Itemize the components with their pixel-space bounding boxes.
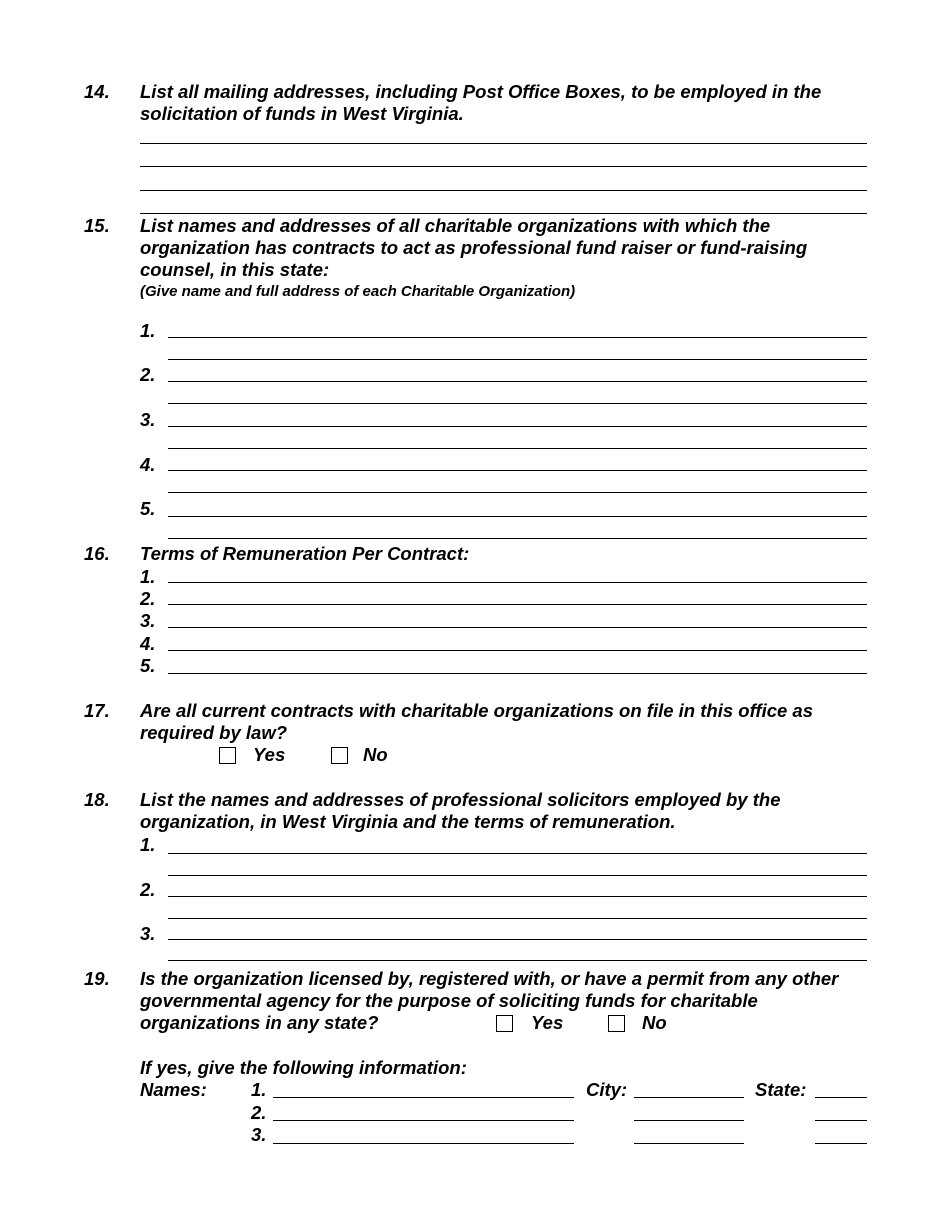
q19-name-3-line[interactable] bbox=[273, 1143, 574, 1144]
q18-item-label: 1. bbox=[140, 834, 156, 855]
q19-name-2-line[interactable] bbox=[273, 1120, 574, 1121]
q19-item-label: 2. bbox=[251, 1102, 267, 1123]
q19-no-checkbox[interactable] bbox=[608, 1015, 625, 1032]
q18-number: 18. bbox=[84, 789, 110, 810]
q18-item-label: 3. bbox=[140, 923, 156, 944]
q19-item-label: 3. bbox=[251, 1124, 267, 1145]
q15-note: (Give name and full address of each Charitable Organization) bbox=[140, 283, 576, 300]
q16-item-label: 4. bbox=[140, 633, 156, 654]
q18-item-3-line-2[interactable] bbox=[168, 960, 867, 961]
q15-text-line1: List names and addresses of all charitable organizations with which the bbox=[140, 215, 771, 236]
q15-item-1-line-1[interactable] bbox=[168, 337, 867, 338]
q14-text-line1: List all mailing addresses, including Post Office Boxes, to be employed in the bbox=[140, 81, 822, 102]
q16-item-2-line[interactable] bbox=[168, 604, 867, 605]
q18-item-1-line-1[interactable] bbox=[168, 853, 867, 854]
q19-name-1-line[interactable] bbox=[273, 1097, 574, 1098]
q15-item-label: 5. bbox=[140, 498, 156, 519]
q16-item-3-line[interactable] bbox=[168, 627, 867, 628]
q19-text-line3: organizations in any state? bbox=[140, 1012, 379, 1033]
q17-number: 17. bbox=[84, 700, 110, 721]
q16-text: Terms of Remuneration Per Contract: bbox=[140, 543, 470, 564]
q17-no-label: No bbox=[363, 744, 388, 765]
q16-item-label: 3. bbox=[140, 610, 156, 631]
q18-item-2-line-2[interactable] bbox=[168, 918, 867, 919]
q15-number: 15. bbox=[84, 215, 110, 236]
q16-number: 16. bbox=[84, 543, 110, 564]
q18-item-label: 2. bbox=[140, 879, 156, 900]
q19-city-3-line[interactable] bbox=[634, 1143, 744, 1144]
q16-item-label: 1. bbox=[140, 566, 156, 587]
q19-text-line2: governmental agency for the purpose of soliciting funds for charitable bbox=[140, 990, 758, 1011]
q19-names-label: Names: bbox=[140, 1079, 207, 1100]
q19-state-2-line[interactable] bbox=[815, 1120, 867, 1121]
q17-text-line2: required by law? bbox=[140, 722, 288, 743]
q19-state-1-line[interactable] bbox=[815, 1097, 867, 1098]
q15-item-3-line-1[interactable] bbox=[168, 426, 867, 427]
q19-text-line1: Is the organization licensed by, registered with, or have a permit from any other bbox=[140, 968, 839, 989]
q14-number: 14. bbox=[84, 81, 110, 102]
q18-item-2-line-1[interactable] bbox=[168, 896, 867, 897]
q17-yes-checkbox[interactable] bbox=[219, 747, 236, 764]
q15-item-label: 1. bbox=[140, 320, 156, 341]
q15-item-2-line-2[interactable] bbox=[168, 403, 867, 404]
q19-city-1-line[interactable] bbox=[634, 1097, 744, 1098]
q15-item-label: 2. bbox=[140, 364, 156, 385]
q18-text-line2: organization, in West Virginia and the terms of remuneration. bbox=[140, 811, 676, 832]
q16-item-5-line[interactable] bbox=[168, 673, 867, 674]
q18-item-1-line-2[interactable] bbox=[168, 875, 867, 876]
q19-if-yes: If yes, give the following information: bbox=[140, 1057, 467, 1078]
q19-city-label: City: bbox=[586, 1079, 628, 1100]
q19-state-label: State: bbox=[755, 1079, 807, 1100]
q19-city-2-line[interactable] bbox=[634, 1120, 744, 1121]
q15-item-1-line-2[interactable] bbox=[168, 359, 867, 360]
q14-text-line2: solicitation of funds in West Virginia. bbox=[140, 103, 464, 124]
q15-item-label: 3. bbox=[140, 409, 156, 430]
q14-address-line-3[interactable] bbox=[140, 190, 867, 191]
q14-address-line-4[interactable] bbox=[140, 213, 867, 214]
q19-number: 19. bbox=[84, 968, 110, 989]
q19-yes-checkbox[interactable] bbox=[496, 1015, 513, 1032]
q16-item-1-line[interactable] bbox=[168, 582, 867, 583]
q19-no-label: No bbox=[642, 1012, 667, 1033]
q16-item-label: 5. bbox=[140, 655, 156, 676]
q15-text-line2: organization has contracts to act as professional fund raiser or fund-raising bbox=[140, 237, 808, 258]
q19-item-label: 1. bbox=[251, 1079, 267, 1100]
q15-item-4-line-1[interactable] bbox=[168, 470, 867, 471]
q18-text-line1: List the names and addresses of professional solicitors employed by the bbox=[140, 789, 781, 810]
q15-text-line3: counsel, in this state: bbox=[140, 259, 330, 280]
q15-item-4-line-2[interactable] bbox=[168, 492, 867, 493]
q15-item-label: 4. bbox=[140, 454, 156, 475]
q16-item-4-line[interactable] bbox=[168, 650, 867, 651]
q15-item-5-line-2[interactable] bbox=[168, 538, 867, 539]
q17-text-line1: Are all current contracts with charitable organizations on file in this office as bbox=[140, 700, 814, 721]
q19-yes-label: Yes bbox=[531, 1012, 564, 1033]
q14-address-line-2[interactable] bbox=[140, 166, 867, 167]
q15-item-5-line-1[interactable] bbox=[168, 516, 867, 517]
q15-item-3-line-2[interactable] bbox=[168, 448, 867, 449]
q17-yes-label: Yes bbox=[253, 744, 286, 765]
q15-item-2-line-1[interactable] bbox=[168, 381, 867, 382]
q16-item-label: 2. bbox=[140, 588, 156, 609]
q19-state-3-line[interactable] bbox=[815, 1143, 867, 1144]
q14-address-line-1[interactable] bbox=[140, 143, 867, 144]
q17-no-checkbox[interactable] bbox=[331, 747, 348, 764]
q18-item-3-line-1[interactable] bbox=[168, 939, 867, 940]
